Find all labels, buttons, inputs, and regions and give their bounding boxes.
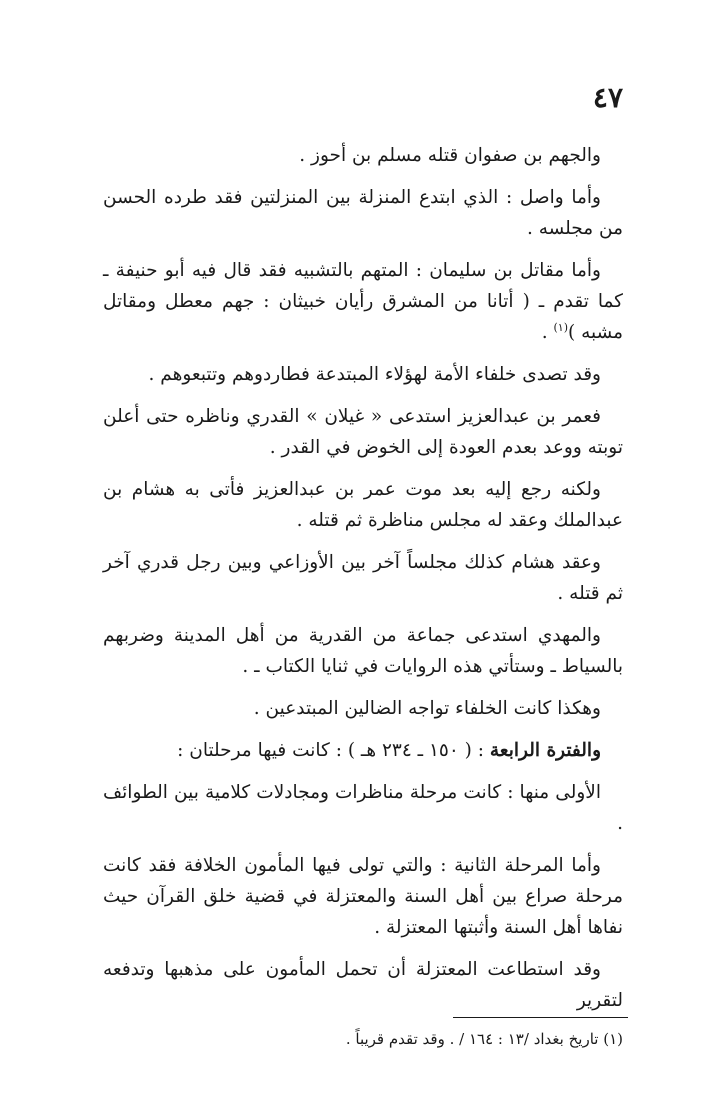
paragraph [103, 359, 623, 390]
footnote-reference[interactable]: (١) [553, 320, 568, 334]
paragraph-text: ولكنه رجع إليه بعد موت عمر بن عبدالعزيز فأتى به هشام بن عبدالملك وعقد له مجلس مناظرة ثم قتله . [103, 479, 623, 531]
paragraph-text: وأما واصل : الذي ابتدع المنزلة بين المنزلتين فقد طرده الحسن من مجلسه . [103, 187, 623, 239]
paragraph-text: وأما مقاتل بن سليمان : المتهم بالتشبيه فقد قال فيه أبو حنيفة ـ كما تقدم ـ ( أتانا من المشرق رأيان خبيثان : جهم معطل ومقاتل مشبه ) [103, 260, 623, 343]
paragraph-text: : ( ١٥٠ ـ ٢٣٤ هـ ) : كانت فيها مرحلتان : [177, 740, 490, 761]
paragraph-text: فعمر بن عبدالعزيز استدعى « غيلان » القدري وناظره حتى أعلن توبته ووعد بعدم العودة إلى الخوض في القدر . [103, 406, 623, 458]
paragraph-text: وأما المرحلة الثانية : والتي تولى فيها المأمون الخلافة فقد كانت مرحلة صراع بين أهل السنة والمعتزلة في قضية خلق القرآن حيث نفاها أهل السنة وأثبتها المعتزلة . [103, 855, 623, 938]
paragraph [103, 850, 623, 943]
paragraph-tail: . [541, 322, 554, 343]
footnote: (١) تاريخ بغداد /١٣ : ١٦٤ / . وقد تقدم قريباً . [345, 1030, 623, 1048]
paragraph [103, 140, 623, 171]
paragraph [103, 735, 623, 766]
paragraph-text: وهكذا كانت الخلفاء تواجه الضالين المبتدعين . [253, 698, 601, 719]
paragraph [103, 777, 623, 839]
footnote-divider [453, 1017, 628, 1018]
paragraph-text: والجهم بن صفوان قتله مسلم بن أحوز . [299, 145, 601, 166]
paragraph-text: وعقد هشام كذلك مجلساً آخر بين الأوزاعي وبين رجل قدري آخر ثم قتله . [103, 552, 623, 604]
paragraph [103, 401, 623, 463]
paragraph-text: وقد استطاعت المعتزلة أن تحمل المأمون على مذهبها وتدفعه لتقرير [103, 959, 623, 1011]
body-text [103, 140, 623, 1027]
paragraph [103, 474, 623, 536]
paragraph [103, 182, 623, 244]
paragraph [103, 547, 623, 609]
paragraph [103, 255, 623, 348]
paragraph [103, 620, 623, 682]
paragraph-text: الأولى منها : كانت مرحلة مناظرات ومجادلات كلامية بين الطوائف . [103, 782, 623, 834]
period-heading: والفترة الرابعة [489, 740, 601, 761]
paragraph-text: والمهدي استدعى جماعة من القدرية من أهل المدينة وضربهم بالسياط ـ وستأتي هذه الروايات في ثنايا الكتاب ـ . [103, 625, 623, 677]
paragraph [103, 954, 623, 1016]
paragraph-text: وقد تصدى خلفاء الأمة لهؤلاء المبتدعة فطاردوهم وتتبعوهم . [148, 364, 601, 385]
page-number: ٤٧ [592, 81, 623, 114]
paragraph [103, 693, 623, 724]
